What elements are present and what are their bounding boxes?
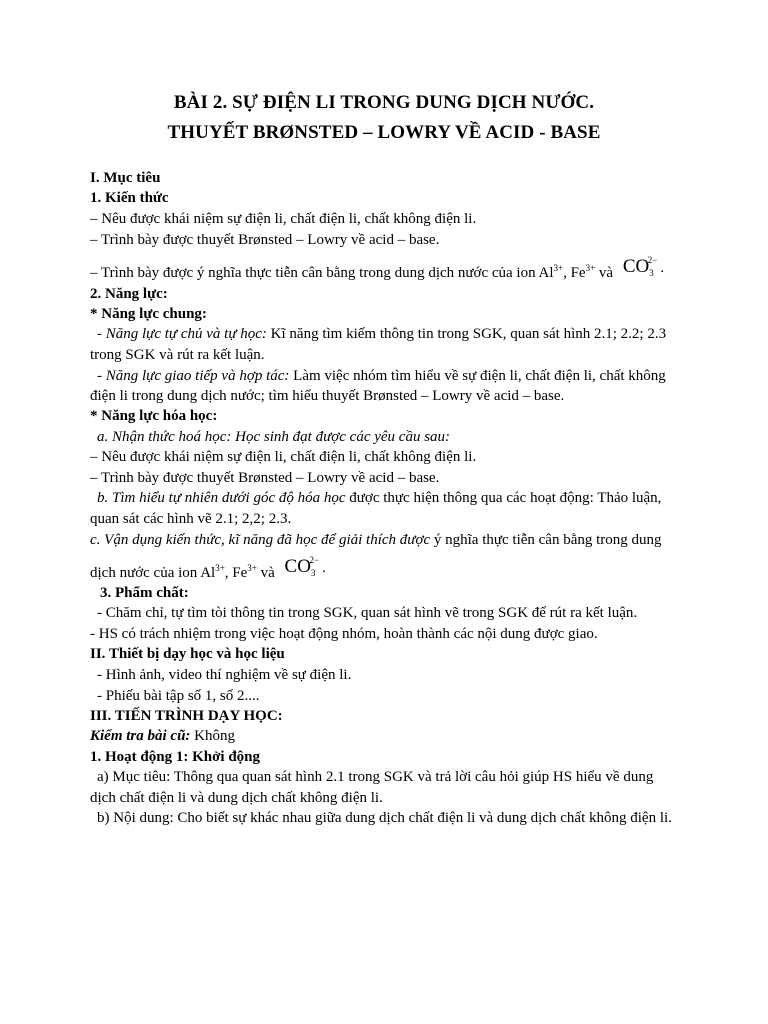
section-objectives: I. Mục tiêu — [90, 170, 161, 186]
heading-general-competence: * Năng lực chung: — [90, 306, 207, 322]
heading-competence: 2. Năng lực: — [90, 286, 168, 302]
heading-chemistry-competence: * Năng lực hóa học: — [90, 408, 218, 424]
chemistry-competence-c: c. Vận dụng kiến thức, kĩ năng đã học để giải thích được ý nghĩa thực tiễn cân bằng trong dung — [90, 532, 662, 548]
title-line-2: THUYẾT BRØNSTED – LOWRY VỀ ACID - BASE — [167, 122, 601, 143]
activity-1-content: b) Nội dung: Cho biết sự khác nhau giữa dung dịch chất điện li và dung dịch chất không điện li. — [97, 810, 672, 826]
equipment-item-1: - Hình ảnh, video thí nghiệm về sự điện li. — [97, 667, 352, 683]
equipment-item-2: - Phiếu bài tập số 1, số 2.... — [97, 688, 260, 704]
quality-item-2: - HS có trách nhiệm trong việc hoạt động nhóm, hoàn thành các nội dung được giao. — [90, 626, 598, 642]
knowledge-item-2: – Trình bày được thuyết Brønsted – Lowry về acid – base. — [90, 232, 440, 248]
knowledge-item-3: – Trình bày được ý nghĩa thực tiễn cân bằng trong dung dịch nước của ion $Al^{3+}$, $Fe^{3+}$ và $CO_3^{2-}$ . — [90, 255, 665, 281]
chemistry-competence-a: a. Nhận thức hoá học: Học sinh đạt được các yêu cầu sau: — [97, 429, 451, 445]
section-teaching-process: III. TIẾN TRÌNH DẠY HỌC: — [90, 708, 283, 724]
heading-knowledge: 1. Kiến thức — [90, 190, 169, 206]
chemistry-competence-c-cont: dịch nước của ion $Al^{3+}$, $Fe^{3+}$ và $CO_3^{2-}$ . — [90, 555, 326, 581]
chemistry-competence-a-1: – Nêu được khái niệm sự điện li, chất điện li, chất không điện li. — [90, 449, 477, 465]
general-competence-1: - Năng lực tự chủ và tự học: Kĩ năng tìm kiếm thông tin trong SGK, quan sát hình 2.1; 2.2; 2.3 — [97, 326, 667, 342]
carbonate-formula-2: $CO_3^{2-}$ . — [284, 555, 326, 578]
title-line-1: BÀI 2. SỰ ĐIỆN LI TRONG DUNG DỊCH NƯỚC. — [173, 92, 595, 113]
quality-item-1: - Chăm chỉ, tự tìm tòi thông tin trong SGK, quan sát hình vẽ trong SGK để rút ra kết luận. — [97, 605, 638, 621]
activity-1-objective-cont: dịch chất điện li và dung dịch chất không điện li. — [90, 790, 383, 806]
general-competence-1-cont: trong SGK và rút ra kết luận. — [90, 347, 265, 363]
general-competence-2: - Năng lực giao tiếp và hợp tác: Làm việc nhóm tìm hiểu về sự điện li, chất điện li, chất không — [97, 368, 666, 384]
old-lesson-check: Kiểm tra bài cũ: Không — [90, 728, 236, 744]
knowledge-item-1: – Nêu được khái niệm sự điện li, chất điện li, chất không điện li. — [90, 211, 477, 227]
chemistry-competence-b-cont: quan sát các hình vẽ 2.1; 2,2; 2.3. — [90, 511, 292, 527]
activity-1-heading: 1. Hoạt động 1: Khởi động — [90, 749, 261, 765]
heading-qualities: 3. Phẩm chất: — [100, 585, 189, 601]
carbonate-formula: $CO_3^{2-}$ . — [622, 255, 665, 278]
activity-1-objective: a) Mục tiêu: Thông qua quan sát hình 2.1 trong SGK và trả lời câu hỏi giúp HS hiểu về dung — [97, 769, 654, 785]
chemistry-competence-a-2: – Trình bày được thuyết Brønsted – Lowry về acid – base. — [90, 470, 440, 486]
chemistry-competence-b: b. Tìm hiểu tự nhiên dưới góc độ hóa học được thực hiện thông qua các hoạt động: Thảo luận, — [97, 490, 662, 506]
section-equipment: II. Thiết bị dạy học và học liệu — [90, 646, 285, 662]
general-competence-2-cont: điện li trong dung dịch nước; tìm hiểu thuyết Brønsted – Lowry về acid – base. — [90, 388, 565, 404]
